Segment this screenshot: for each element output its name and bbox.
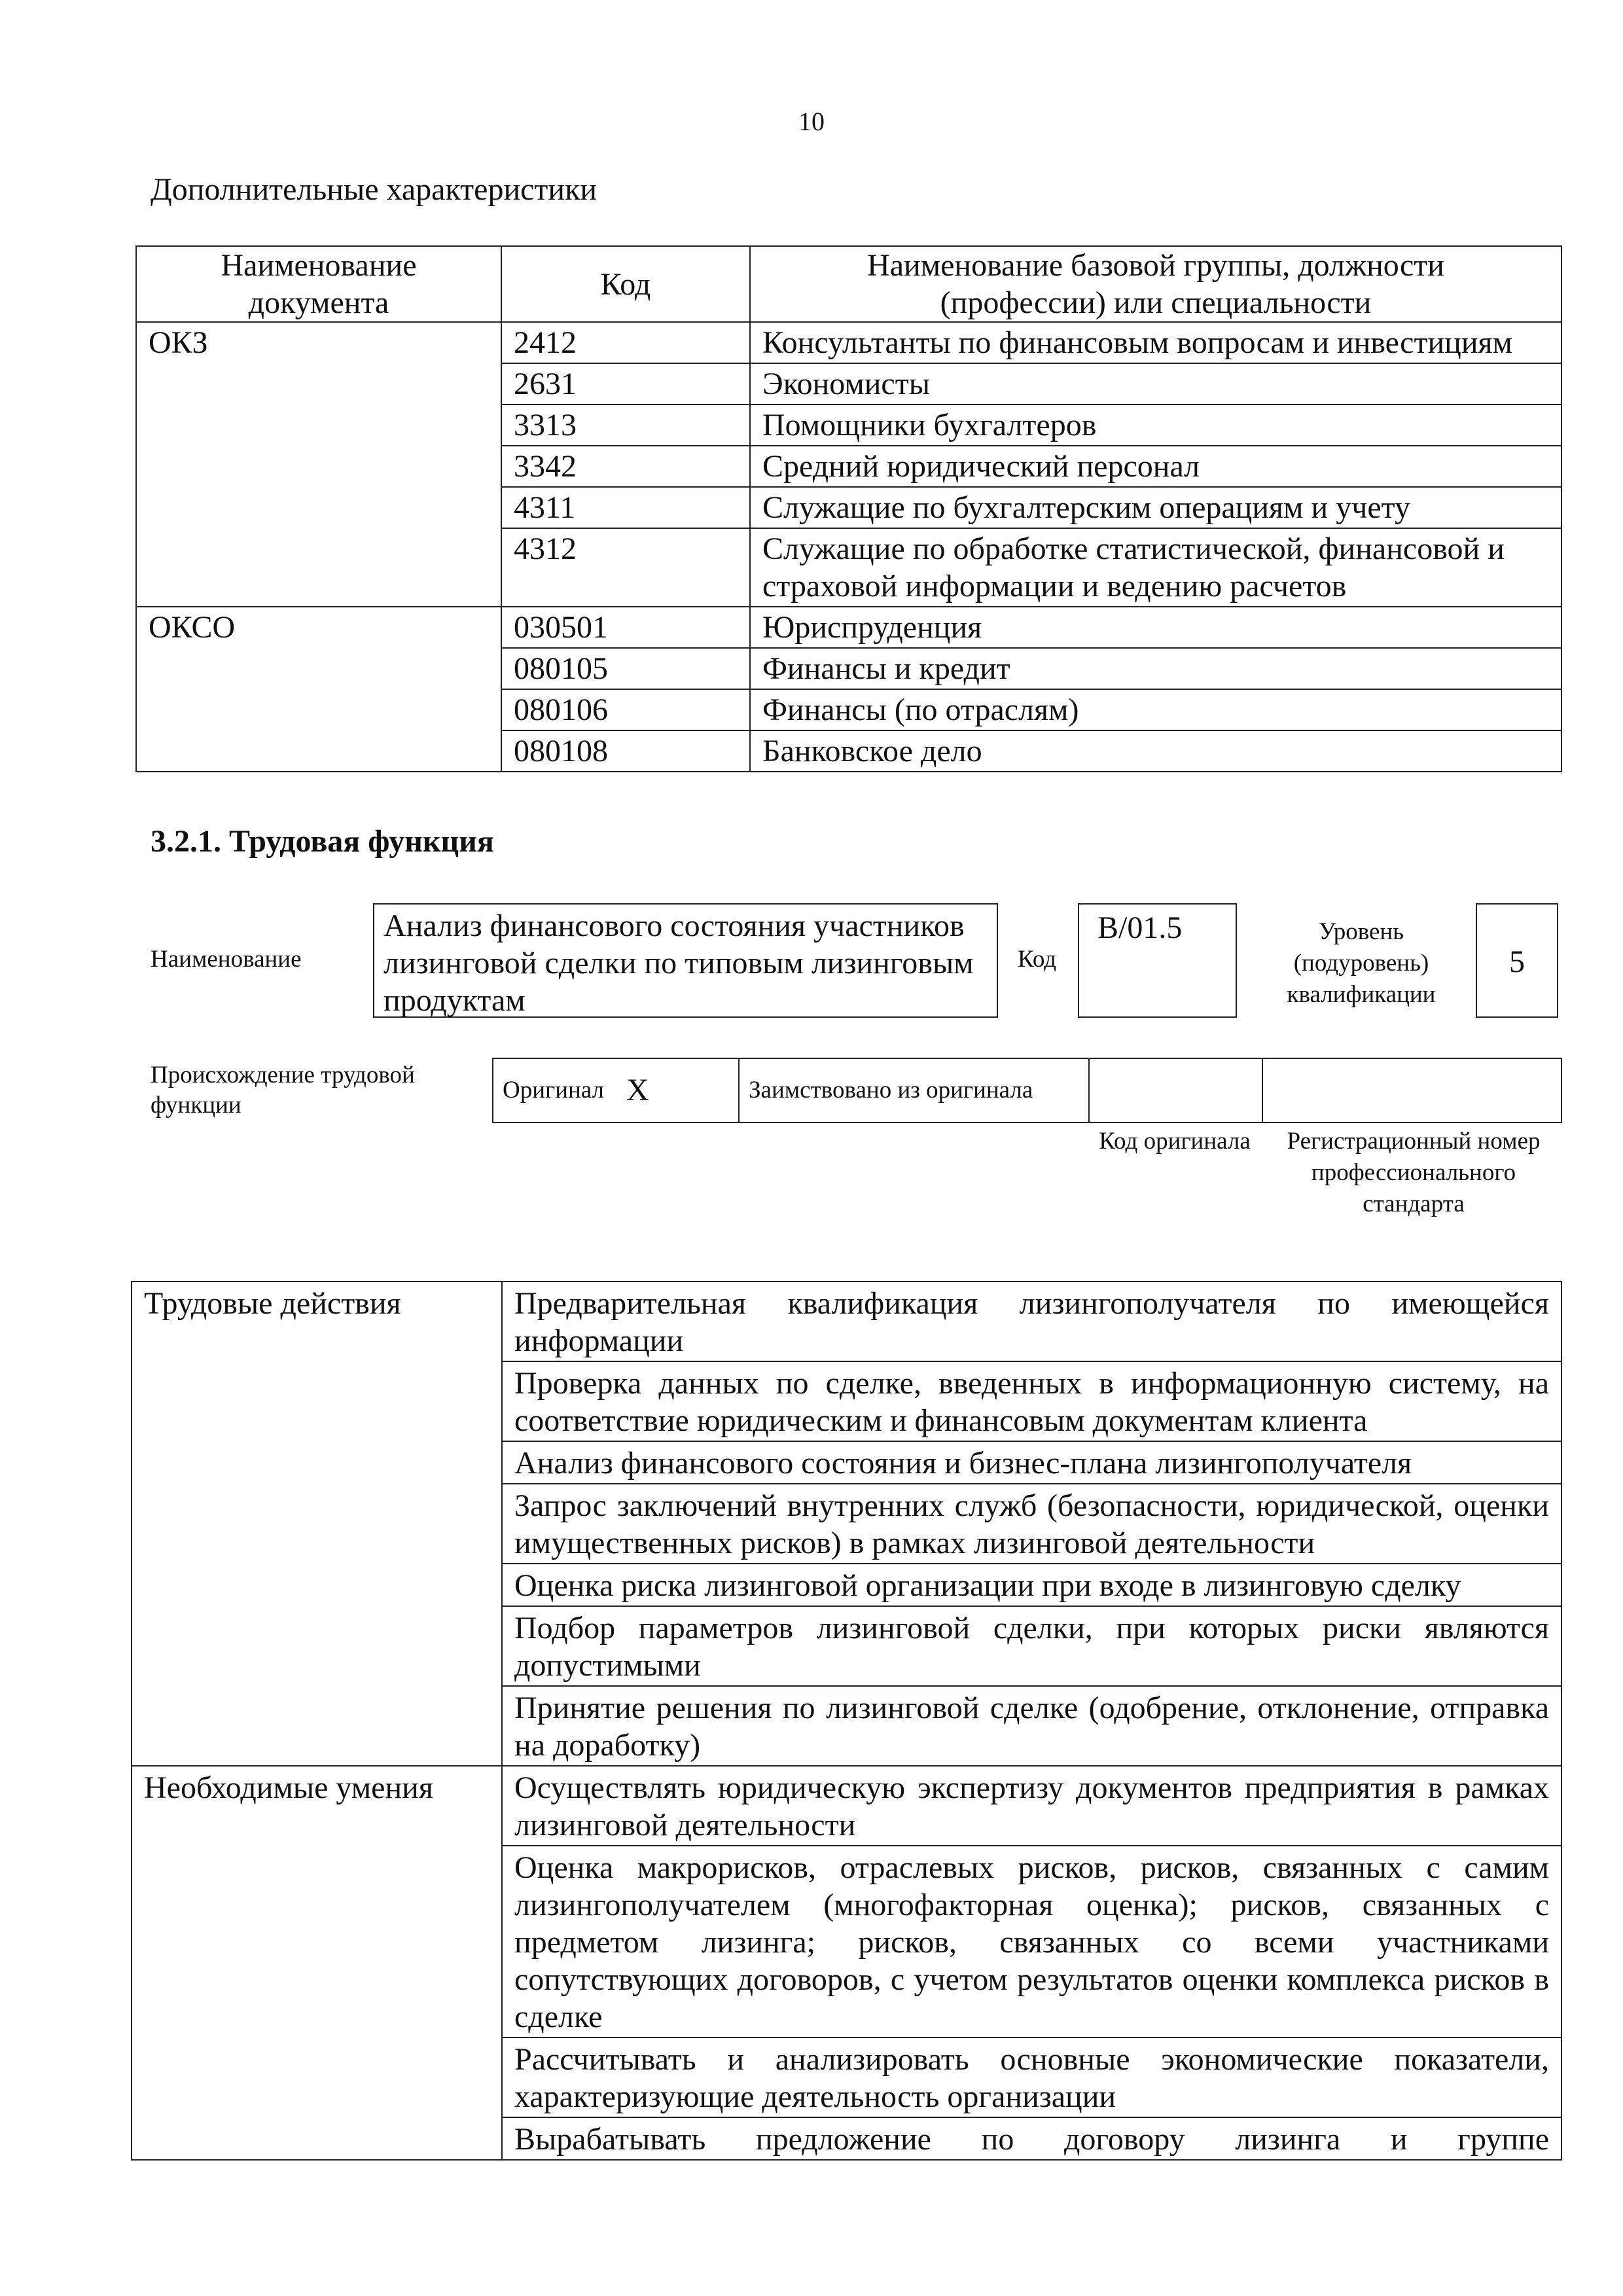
registration-number-label: Регистрационный номер профессионального стандарта	[1287, 1128, 1541, 1217]
qualification-level-box: 5	[1476, 903, 1558, 1018]
code-cell: 080105	[501, 648, 750, 689]
action-item: Подбор параметров лизинговой сделки, при которых риски являются допустимыми	[502, 1606, 1561, 1686]
origin-row	[493, 1058, 1561, 1122]
registration-number-cell	[1262, 1058, 1561, 1122]
code-label: Код	[1018, 946, 1057, 973]
page-number: 10	[798, 107, 825, 136]
name-cell: Служащие по бухгалтерским операциям и учету	[750, 487, 1561, 528]
code-cell: 080106	[501, 689, 750, 730]
borrowed-label: Заимствовано из оригинала	[739, 1058, 1089, 1122]
function-details-table	[131, 1281, 1562, 2161]
origin-label: Происхождение трудовой функции	[151, 1062, 415, 1119]
name-cell: Финансы и кредит	[750, 648, 1561, 689]
original-code-cell	[1089, 1058, 1262, 1122]
action-item: Запрос заключений внутренних служб (безопасности, юридической, оценки имущественных рисков) в рамках лизинговой деятельности	[502, 1484, 1561, 1564]
labor-function-heading: 3.2.1. Трудовая функция	[151, 824, 494, 859]
action-item: Проверка данных по сделке, введенных в информационную систему, на соответствие юридическим и финансовым документам клиента	[502, 1361, 1561, 1441]
name-cell: Помощники бухгалтеров	[750, 404, 1561, 446]
skill-item: Осуществлять юридическую экспертизу документов предприятия в рамках лизинговой деятельности	[502, 1766, 1561, 1846]
section-title: Дополнительные характеристики	[151, 172, 597, 207]
code-cell: 3342	[501, 446, 750, 487]
original-code-label: Код оригинала	[1099, 1128, 1251, 1155]
name-cell: Банковское дело	[750, 730, 1561, 772]
original-label: Оригинал	[493, 1058, 617, 1122]
name-cell: Финансы (по отраслям)	[750, 689, 1561, 730]
header-code: Код	[501, 246, 750, 322]
table-row	[136, 322, 1561, 363]
qualification-level-label: Уровень (подуровень) квалификации	[1287, 918, 1436, 1008]
action-item: Предварительная квалификация лизингополучателя по имеющейся информации	[502, 1282, 1561, 1361]
code-cell: 2412	[501, 322, 750, 363]
document-okso: ОКСО	[136, 607, 501, 772]
code-cell: 4311	[501, 487, 750, 528]
code-cell: 4312	[501, 528, 750, 607]
document-okz: ОКЗ	[136, 322, 501, 607]
table-row	[136, 607, 1561, 648]
actions-label: Трудовые действия	[132, 1282, 502, 1766]
skill-item: Оценка макрорисков, отраслевых рисков, рисков, связанных с самим лизингополучателем (многофакторная оценка); рисков, связанных с предметом лизинга; рисков, связанных со всеми участниками сопутствующих договоров, с учетом результатов оценки комплекса рисков в сделке	[502, 1846, 1561, 2037]
table-row	[132, 1282, 1561, 1361]
code-cell: 3313	[501, 404, 750, 446]
name-cell: Экономисты	[750, 363, 1561, 404]
action-item: Принятие решения по лизинговой сделке (одобрение, отклонение, отправка на доработку)	[502, 1686, 1561, 1766]
name-cell: Средний юридический персонал	[750, 446, 1561, 487]
origin-table	[492, 1058, 1562, 1123]
name-cell: Служащие по обработке статистической, финансовой и страховой информации и ведению расчетов	[750, 528, 1561, 607]
code-cell: 2631	[501, 363, 750, 404]
skill-item: Рассчитывать и анализировать основные экономические показатели, характеризующие деятельность организации	[502, 2037, 1561, 2117]
header-name: Наименование базовой группы, должности (профессии) или специальности	[750, 246, 1561, 322]
table-header-row	[136, 246, 1561, 322]
name-cell: Консультанты по финансовым вопросам и инвестициям	[750, 322, 1561, 363]
function-name-box: Анализ финансового состояния участников лизинговой сделки по типовым лизинговым продуктам	[373, 903, 998, 1018]
function-code-box: B/01.5	[1078, 903, 1237, 1018]
action-item: Оценка риска лизинговой организации при входе в лизинговую сделку	[502, 1564, 1561, 1606]
skill-item: Вырабатывать предложение по договору лизинга и группе	[502, 2117, 1561, 2160]
name-cell: Юриспруденция	[750, 607, 1561, 648]
action-item: Анализ финансового состояния и бизнес-плана лизингополучателя	[502, 1441, 1561, 1484]
name-label: Наименование	[151, 946, 302, 973]
skills-label: Необходимые умения	[132, 1766, 502, 2160]
additional-characteristics-table	[135, 245, 1562, 772]
original-mark: X	[617, 1058, 739, 1122]
code-cell: 030501	[501, 607, 750, 648]
table-row	[132, 1766, 1561, 1846]
header-document: Наименование документа	[136, 246, 501, 322]
code-cell: 080108	[501, 730, 750, 772]
